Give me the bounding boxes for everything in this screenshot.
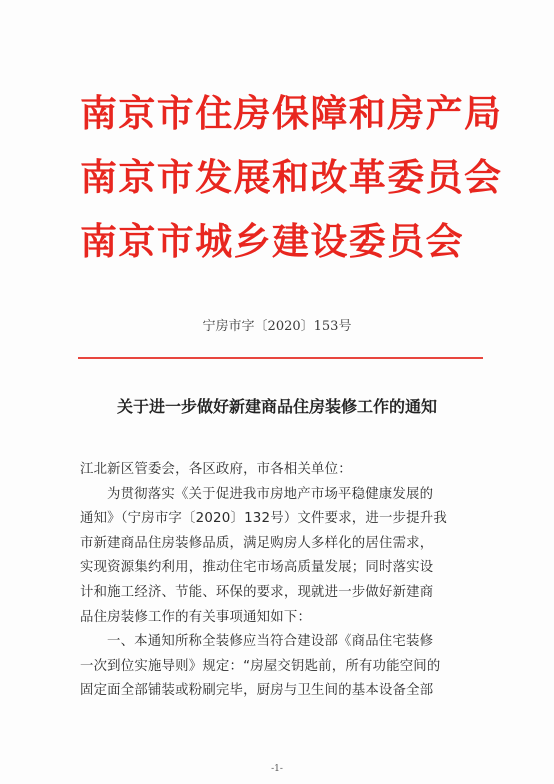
issuer-line-housing-bureau: 南京市住房保障和房产局	[80, 91, 503, 135]
body-line: 品住房装修工作的有关事项通知如下：	[80, 609, 312, 625]
issuer-line-development-reform-commission: 南京市发展和改革委员会	[80, 155, 503, 199]
body-line: 固定面全部铺装或粉刷完毕，厨房与卫生间的基本设备全部	[80, 683, 434, 699]
page-number: -1-	[271, 764, 283, 774]
body-text	[80, 458, 500, 704]
issuer-line-urban-rural-construction-commission: 南京市城乡建设委员会	[80, 219, 464, 263]
red-divider-rule	[78, 357, 483, 359]
body-line: 为贯彻落实《关于促进我市房地产市场平稳健康发展的	[107, 486, 434, 502]
body-line: 计和施工经济、节能、环保的要求，现就进一步做好新建商	[80, 584, 434, 600]
document-title: 关于进一步做好新建商品住房装修工作的通知	[116, 397, 437, 416]
document-number: 宁房市字〔2020〕153号	[202, 319, 352, 334]
body-line: 一次到位实施导则》规定：“房屋交钥匙前，所有功能空间的	[80, 658, 441, 674]
salutation-line: 江北新区管委会，各区政府，市各相关单位：	[80, 462, 352, 477]
body-line: 市新建商品住房装修品质，满足购房人多样化的居住需求，	[80, 535, 434, 551]
body-line: 通知》（宁房市字〔2020〕132号）文件要求，进一步提升我	[80, 511, 447, 527]
body-line: 实现资源集约利用，推动住宅市场高质量发展；同时落实设	[80, 560, 434, 576]
body-line: 一、本通知所称全装修应当符合建设部《商品住宅装修	[107, 634, 434, 650]
